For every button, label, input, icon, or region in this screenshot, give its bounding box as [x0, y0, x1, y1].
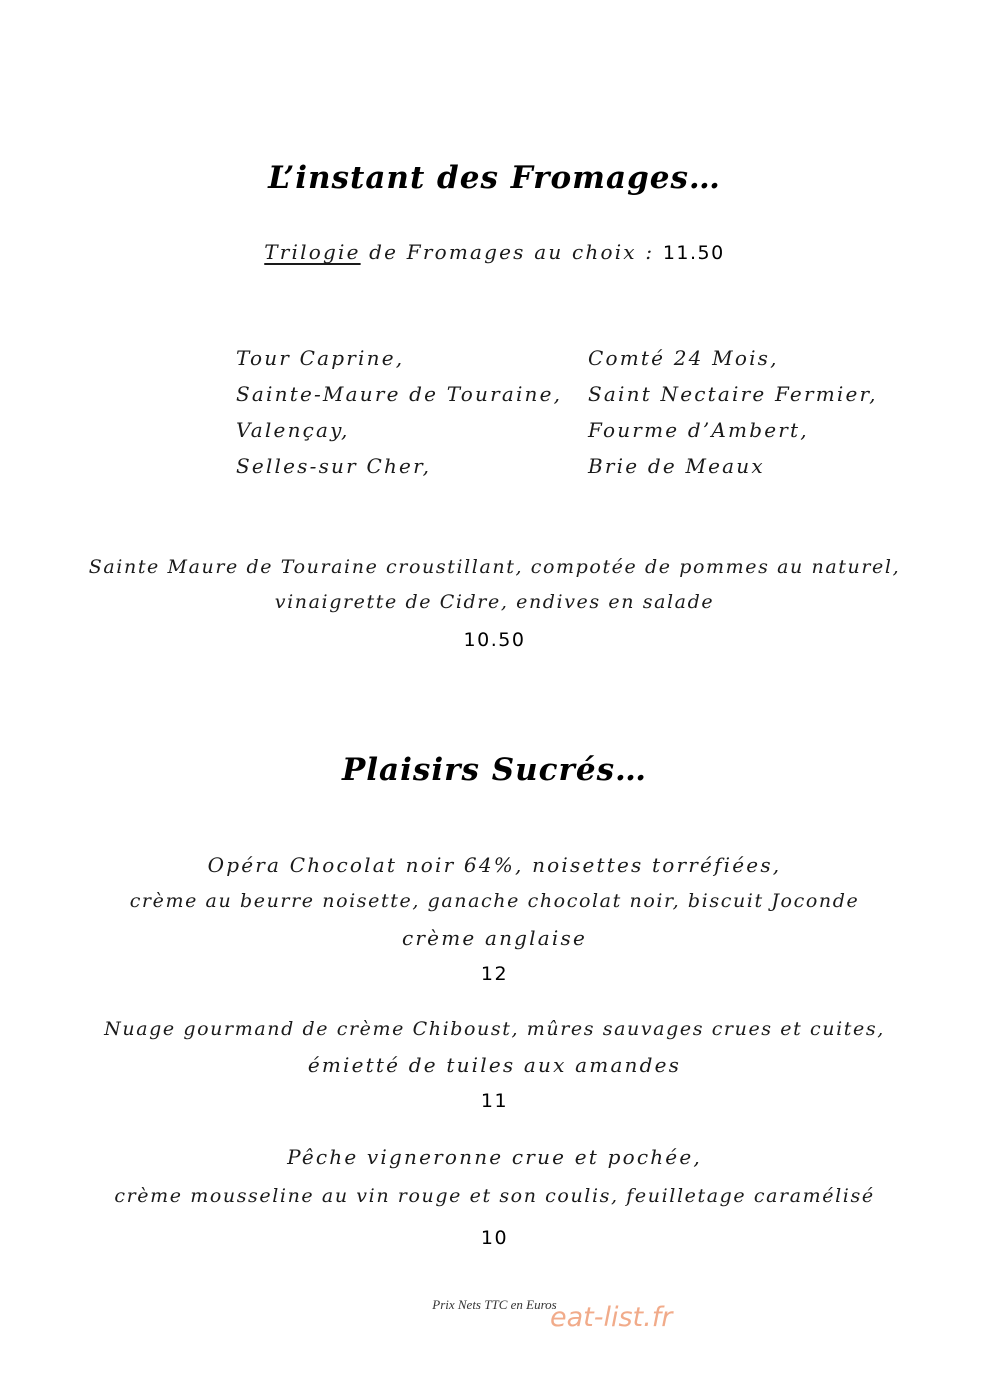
cheese-item: Fourme d’Ambert,: [588, 418, 809, 442]
cheese-item: Brie de Meaux: [588, 454, 765, 478]
dessert-3-line1: Pêche vigneronne crue et pochée,: [287, 1145, 702, 1169]
special-dish-line2: vinaigrette de Cidre, endives en salade: [274, 591, 715, 613]
cheese-item: Tour Caprine,: [236, 346, 405, 370]
cheese-item: Sainte-Maure de Touraine,: [236, 382, 563, 406]
dessert-3-line2: crème mousseline au vin rouge et son coulis, feuilletage caramélisé: [114, 1185, 875, 1207]
dessert-1-line3: crème anglaise: [402, 926, 587, 950]
trilogie-word: Trilogie: [264, 240, 361, 264]
trilogie-price: 11.50: [662, 242, 725, 264]
trilogie-line: [0, 240, 989, 264]
dessert-1-price: 12: [480, 963, 509, 985]
cheese-item: Selles-sur Cher,: [236, 454, 432, 478]
dessert-2-line1: Nuage gourmand de crème Chiboust, mûres sauvages crues et cuites,: [104, 1018, 885, 1040]
price-note: Prix Nets TTC en Euros: [432, 1297, 557, 1312]
trilogie-text: de Fromages au choix :: [360, 240, 663, 264]
cheese-item: Valençay,: [236, 418, 350, 442]
dessert-1-line2: crème au beurre noisette, ganache chocolat noir, biscuit Joconde: [129, 890, 860, 912]
dessert-2-line2: émietté de tuiles aux amandes: [307, 1053, 682, 1077]
dessert-1-line1: Opéra Chocolat noir 64%, noisettes torréfiées,: [207, 853, 782, 877]
cheese-item: Saint Nectaire Fermier,: [588, 382, 878, 406]
dessert-3-price: 10: [480, 1227, 509, 1249]
special-dish-line1: Sainte Maure de Touraine croustillant, compotée de pommes au naturel,: [88, 556, 901, 578]
dessert-2-price: 11: [480, 1090, 509, 1112]
special-dish-price: 10.50: [463, 629, 526, 651]
desserts-title: Plaisirs Sucrés…: [341, 752, 648, 788]
cheese-list-left: [236, 340, 562, 484]
fromages-title: L’instant des Fromages…: [268, 160, 721, 196]
watermark-logo: eat-list.fr: [550, 1302, 673, 1333]
cheese-item: Comté 24 Mois,: [588, 346, 779, 370]
cheese-list-right: [588, 340, 878, 484]
